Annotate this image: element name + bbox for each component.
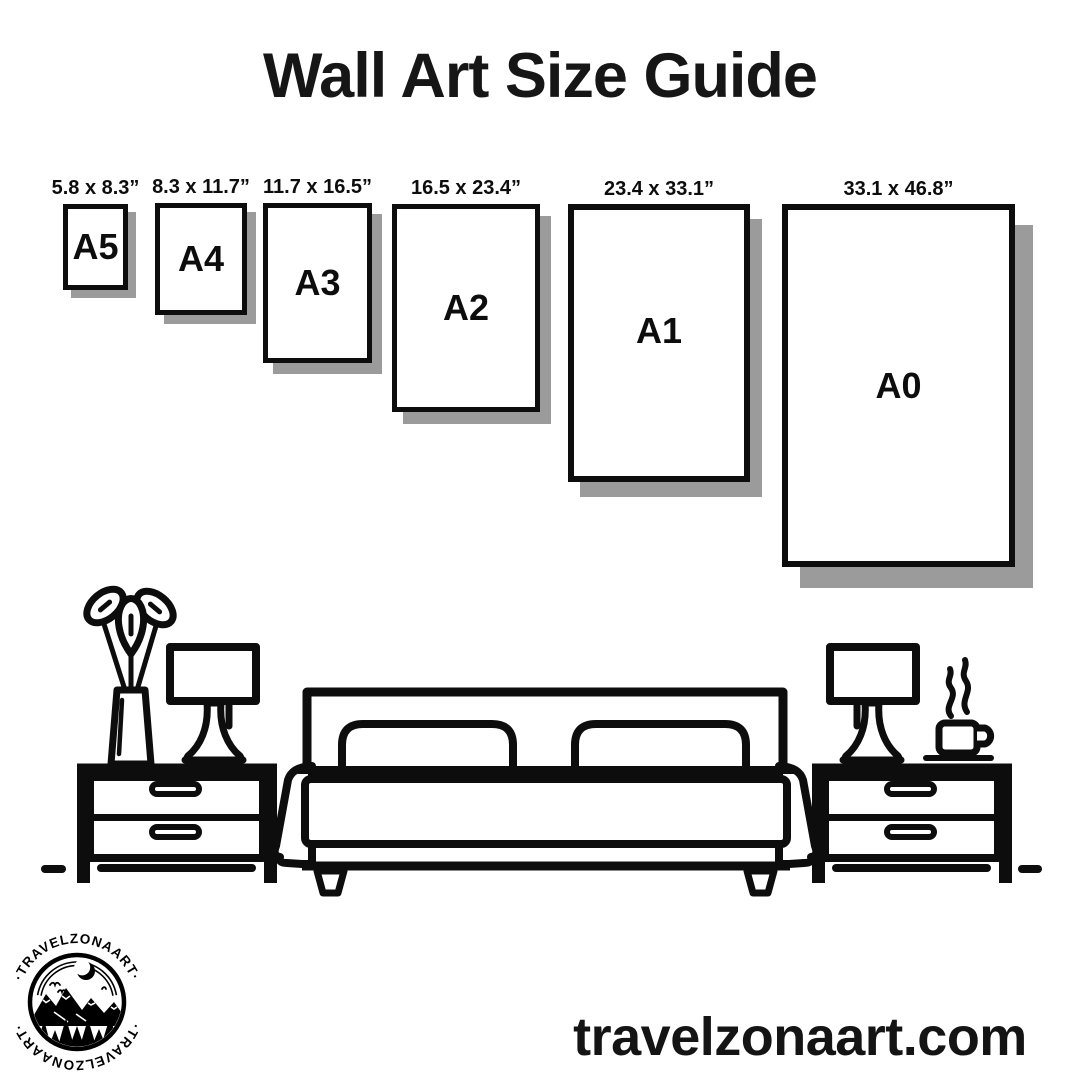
size-name-label: A5 — [72, 226, 119, 267]
size-dimensions-label: 23.4 x 33.1” — [603, 178, 715, 200]
brand-logo[interactable] — [6, 928, 151, 1076]
badge-arc-text-top: ·TRAVELZONAART· — [10, 930, 144, 983]
paper-size-a4 — [152, 176, 250, 315]
paper-size-a0 — [782, 178, 1015, 567]
badge-arc-text-bottom: ·TRAVELZONAART· — [10, 1021, 144, 1074]
page-title: Wall Art Size Guide — [263, 41, 817, 111]
paper-size-a1 — [568, 178, 750, 482]
size-name-label: A2 — [442, 287, 490, 328]
paper-size-a2 — [392, 177, 540, 412]
website-url[interactable]: travelzonaart.com — [573, 1007, 1027, 1067]
size-dimensions-label: 8.3 x 11.7” — [152, 176, 250, 198]
coffee-cup-icon — [926, 660, 991, 758]
paper-size-a5 — [51, 177, 140, 290]
bed-icon — [275, 692, 817, 893]
size-name-label: A3 — [294, 262, 341, 303]
vase-flowers-icon — [81, 583, 180, 764]
size-dimensions-label: 11.7 x 16.5” — [263, 176, 372, 198]
size-dimensions-label: 5.8 x 8.3” — [51, 177, 140, 199]
paper-size-a3 — [263, 176, 372, 363]
size-dimensions-label: 33.1 x 46.8” — [843, 178, 954, 200]
size-name-label: A0 — [875, 364, 922, 406]
size-dimensions-label: 16.5 x 23.4” — [410, 177, 522, 199]
size-name-label: A1 — [635, 310, 683, 351]
size-name-label: A4 — [177, 238, 225, 279]
